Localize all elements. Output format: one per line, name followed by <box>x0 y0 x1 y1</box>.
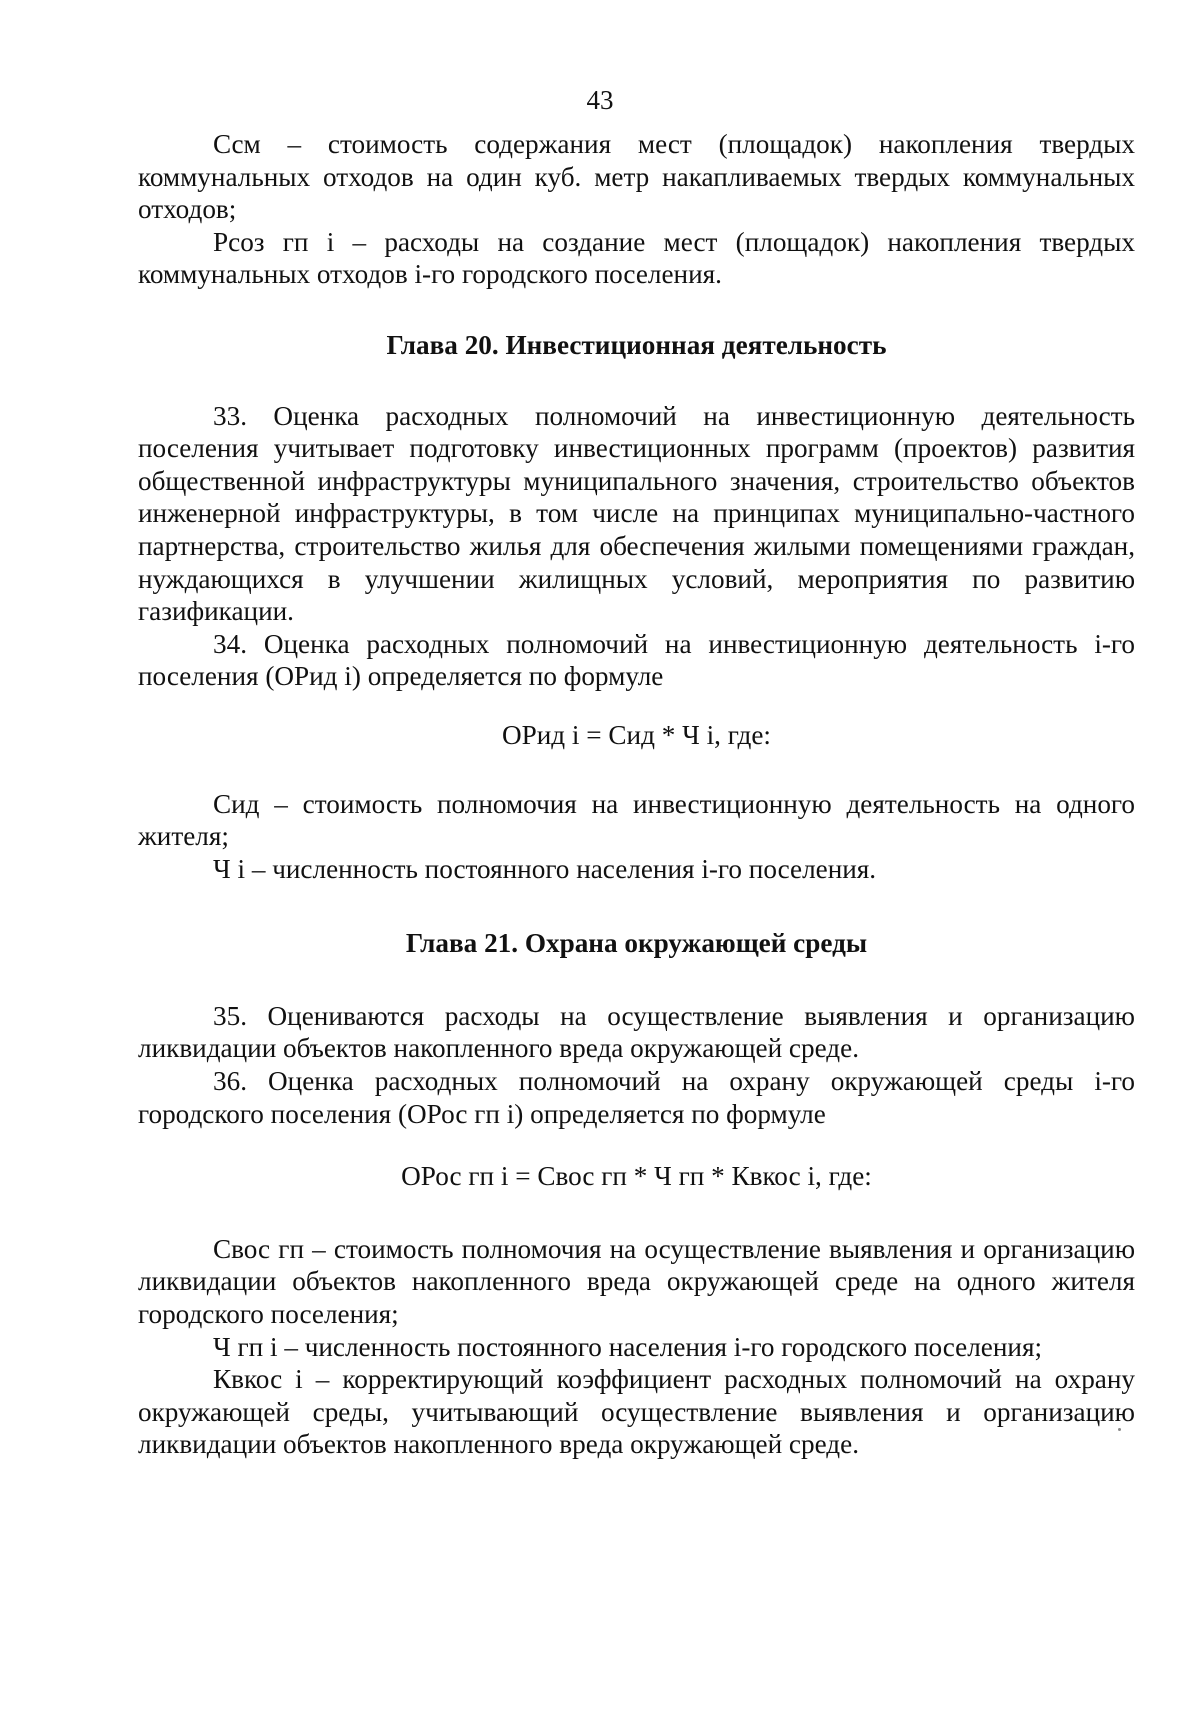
definition-ssm: Ссм – стоимость содержания мест (площадок) накопления твердых коммунальных отходов на один куб. метр накапливаемых твердых коммунальных отходов; <box>138 129 1135 225</box>
page-number: 43 <box>586 85 614 115</box>
spacer <box>138 885 1135 927</box>
definition-svos: Свос гп – стоимость полномочия на осуществление выявления и организацию ликвидации объектов накопленного вреда окружающей среде на одного жителя городского поселения; <box>138 1233 1135 1330</box>
spacer <box>138 752 1135 788</box>
paragraph-34: 34. Оценка расходных полномочий на инвестиционную деятельность i-го поселения (ОРид i) определяется по формуле <box>138 628 1135 692</box>
chapter-21-heading: Глава 21. Охрана окружающей среды <box>405 928 868 959</box>
spacer <box>138 362 1135 400</box>
formula-orid: ОРид i = Сид * Ч i, где: <box>502 719 771 750</box>
definition-kvkos: Квкос i – корректирующий коэффициент расходных полномочий на охрану окружающей среды, учитывающий осуществление выявления и организацию ликвидации объектов накопленного вреда окружающей среде. <box>138 1364 1135 1460</box>
definition-sid: Сид – стоимость полномочия на инвестиционную деятельность на одного жителя; <box>138 788 1135 852</box>
scan-speck <box>1118 1428 1121 1431</box>
definition-chi: Ч i – численность постоянного населения i-го поселения. <box>213 853 877 884</box>
definition-rsoz: Рсоз гп i – расходы на создание мест (площадок) накопления твердых коммунальных отходов i-го городского поселения. <box>138 226 1135 290</box>
spacer <box>138 693 1135 719</box>
spacer <box>138 1193 1135 1233</box>
paragraph-33: 33. Оценка расходных полномочий на инвестиционную деятельность поселения учитывает подготовку инвестиционных программ (проектов) развития общественной инфраструктуры муниципального значения, строительство объектов инженерной инфраструктуры, в том числе на принципах муниципально-частного партнерства, строительство жилья для обеспечения жилыми помещениями граждан, нуждающихся в улучшении жилищных условий, мероприятия по развитию газификации. <box>138 400 1135 627</box>
spacer <box>138 960 1135 1000</box>
definition-chgp: Ч гп i – численность постоянного населения i-го городского поселения; <box>213 1331 1043 1362</box>
spacer <box>138 291 1135 329</box>
page-content <box>138 128 1135 1461</box>
paragraph-36: 36. Оценка расходных полномочий на охрану окружающей среды i-го городского поселения (ОРос гп i) определяется по формуле <box>138 1066 1135 1129</box>
spacer <box>138 1130 1135 1160</box>
chapter-20-heading: Глава 20. Инвестиционная деятельность <box>386 329 887 360</box>
formula-oros: ОРос гп i = Свос гп * Ч гп * Квкос i, где: <box>401 1161 872 1192</box>
paragraph-35: 35. Оцениваются расходы на осуществление выявления и организацию ликвидации объектов накопленного вреда окружающей среде. <box>138 1000 1135 1064</box>
